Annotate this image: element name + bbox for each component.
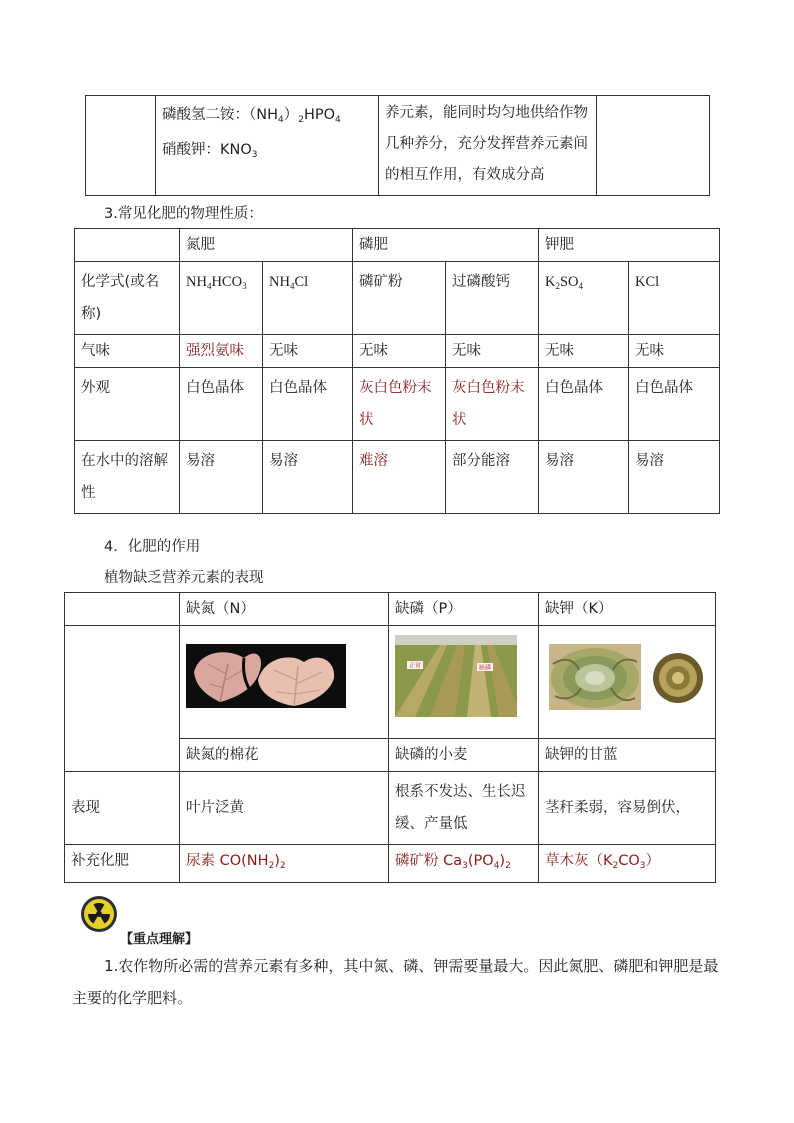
empty-cell xyxy=(86,96,156,196)
symptom-phosphorus: 根系不发达、生长迟缓、产量低 xyxy=(389,772,539,845)
symptom-nitrogen: 叶片泛黄 xyxy=(180,772,389,845)
group-phosphorus: 磷肥 xyxy=(353,229,539,262)
appearance-value: 白色晶体 xyxy=(180,368,263,441)
empty-cell xyxy=(597,96,710,196)
symptom-potassium: 茎秆柔弱，容易倒伏， xyxy=(539,772,716,845)
smell-value: 无味 xyxy=(263,335,353,368)
supplement-nitrogen: 尿素 $CO(NH_2)_2$ xyxy=(180,845,389,883)
corner-cell xyxy=(65,593,180,626)
header-nitrogen: 缺氮（N） xyxy=(180,593,389,626)
supplement-label: 补充化肥 xyxy=(65,845,180,883)
radiation-icon xyxy=(80,895,118,933)
potassium-nitrate-text: 硝酸钾：$KNO_3$ xyxy=(162,142,258,160)
appearance-value: 灰白色粉末状 xyxy=(353,368,446,441)
cotton-leaves-image xyxy=(186,644,346,708)
group-potassium: 钾肥 xyxy=(539,229,720,262)
ammonium-phosphate-text: 磷酸氢二铵：$(NH_4)_2HPO_4$ xyxy=(162,107,341,125)
corner-cell xyxy=(75,229,180,262)
solubility-value: 易溶 xyxy=(539,441,629,514)
solubility-value: 难溶 xyxy=(353,441,446,514)
fertilizer-examples-cell xyxy=(156,96,379,196)
header-phosphorus: 缺磷（P） xyxy=(389,593,539,626)
section4-title: 4．化肥的作用 xyxy=(104,539,201,555)
supplement-potassium: 草木灰$(K_2CO_3)$ xyxy=(539,845,716,883)
formula-label: 化学式(或名称) xyxy=(75,262,180,335)
solubility-value: 部分能溶 xyxy=(446,441,539,514)
row-label-appearance: 外观 xyxy=(75,368,180,441)
key-title: 【重点理解】 xyxy=(120,932,199,947)
cotton-image-cell xyxy=(180,626,389,739)
wheat-field-image xyxy=(395,635,517,717)
properties-table xyxy=(74,228,720,514)
appearance-value: 白色晶体 xyxy=(539,368,629,441)
solubility-value: 易溶 xyxy=(180,441,263,514)
appearance-value: 灰白色粉末状 xyxy=(446,368,539,441)
formula-cell: 磷矿粉 xyxy=(353,262,446,335)
header-potassium: 缺钾（K） xyxy=(539,593,716,626)
caption-wheat: 缺磷的小麦 xyxy=(389,739,539,772)
formula-cell: $NH_4Cl$ xyxy=(263,262,353,335)
cabbage-image-cell xyxy=(539,626,716,739)
solubility-value: 易溶 xyxy=(629,441,720,514)
formula-cell: $K_2SO_4$ xyxy=(539,262,629,335)
section4-subtitle: 植物缺乏营养元素的表现 xyxy=(104,570,264,586)
description-cell: 养元素，能同时均匀地供给作物几种养分，充分发挥营养元素间的相互作用，有效成分高 xyxy=(379,96,597,196)
deficiency-table xyxy=(64,592,716,883)
formula-cell: KCl xyxy=(629,262,720,335)
row-label-solubility: 在水中的溶解性 xyxy=(75,441,180,514)
caption-cabbage: 缺钾的甘蓝 xyxy=(539,739,716,772)
wheat-label-normal: 正常 xyxy=(408,662,422,670)
wheat-label-deficient: 缺磷 xyxy=(478,664,492,672)
symptom-label: 表现 xyxy=(65,772,180,845)
cabbage-image xyxy=(545,640,705,712)
group-nitrogen: 氮肥 xyxy=(180,229,353,262)
appearance-value: 白色晶体 xyxy=(263,368,353,441)
smell-value: 无味 xyxy=(446,335,539,368)
row-label-smell: 气味 xyxy=(75,335,180,368)
appearance-value: 白色晶体 xyxy=(629,368,720,441)
supplement-phosphorus: 磷矿粉 $Ca_3(PO_4)_2$ xyxy=(389,845,539,883)
formula-cell: 过磷酸钙 xyxy=(446,262,539,335)
smell-value: 强烈氨味 xyxy=(180,335,263,368)
continued-table xyxy=(85,95,710,196)
caption-cotton: 缺氮的棉花 xyxy=(180,739,389,772)
section3-title: 3.常见化肥的物理性质： xyxy=(104,206,263,222)
smell-value: 无味 xyxy=(353,335,446,368)
smell-value: 无味 xyxy=(539,335,629,368)
key-text: 1.农作物所必需的营养元素有多种，其中氮、磷、钾需要量最大。因此氮肥、磷肥和钾肥是最主要的化学肥料。 xyxy=(72,957,719,1007)
smell-value: 无味 xyxy=(629,335,720,368)
formula-cell: $NH_4HCO_3$ xyxy=(180,262,263,335)
empty-cell xyxy=(65,626,180,772)
wheat-image-cell xyxy=(389,626,539,739)
solubility-value: 易溶 xyxy=(263,441,353,514)
